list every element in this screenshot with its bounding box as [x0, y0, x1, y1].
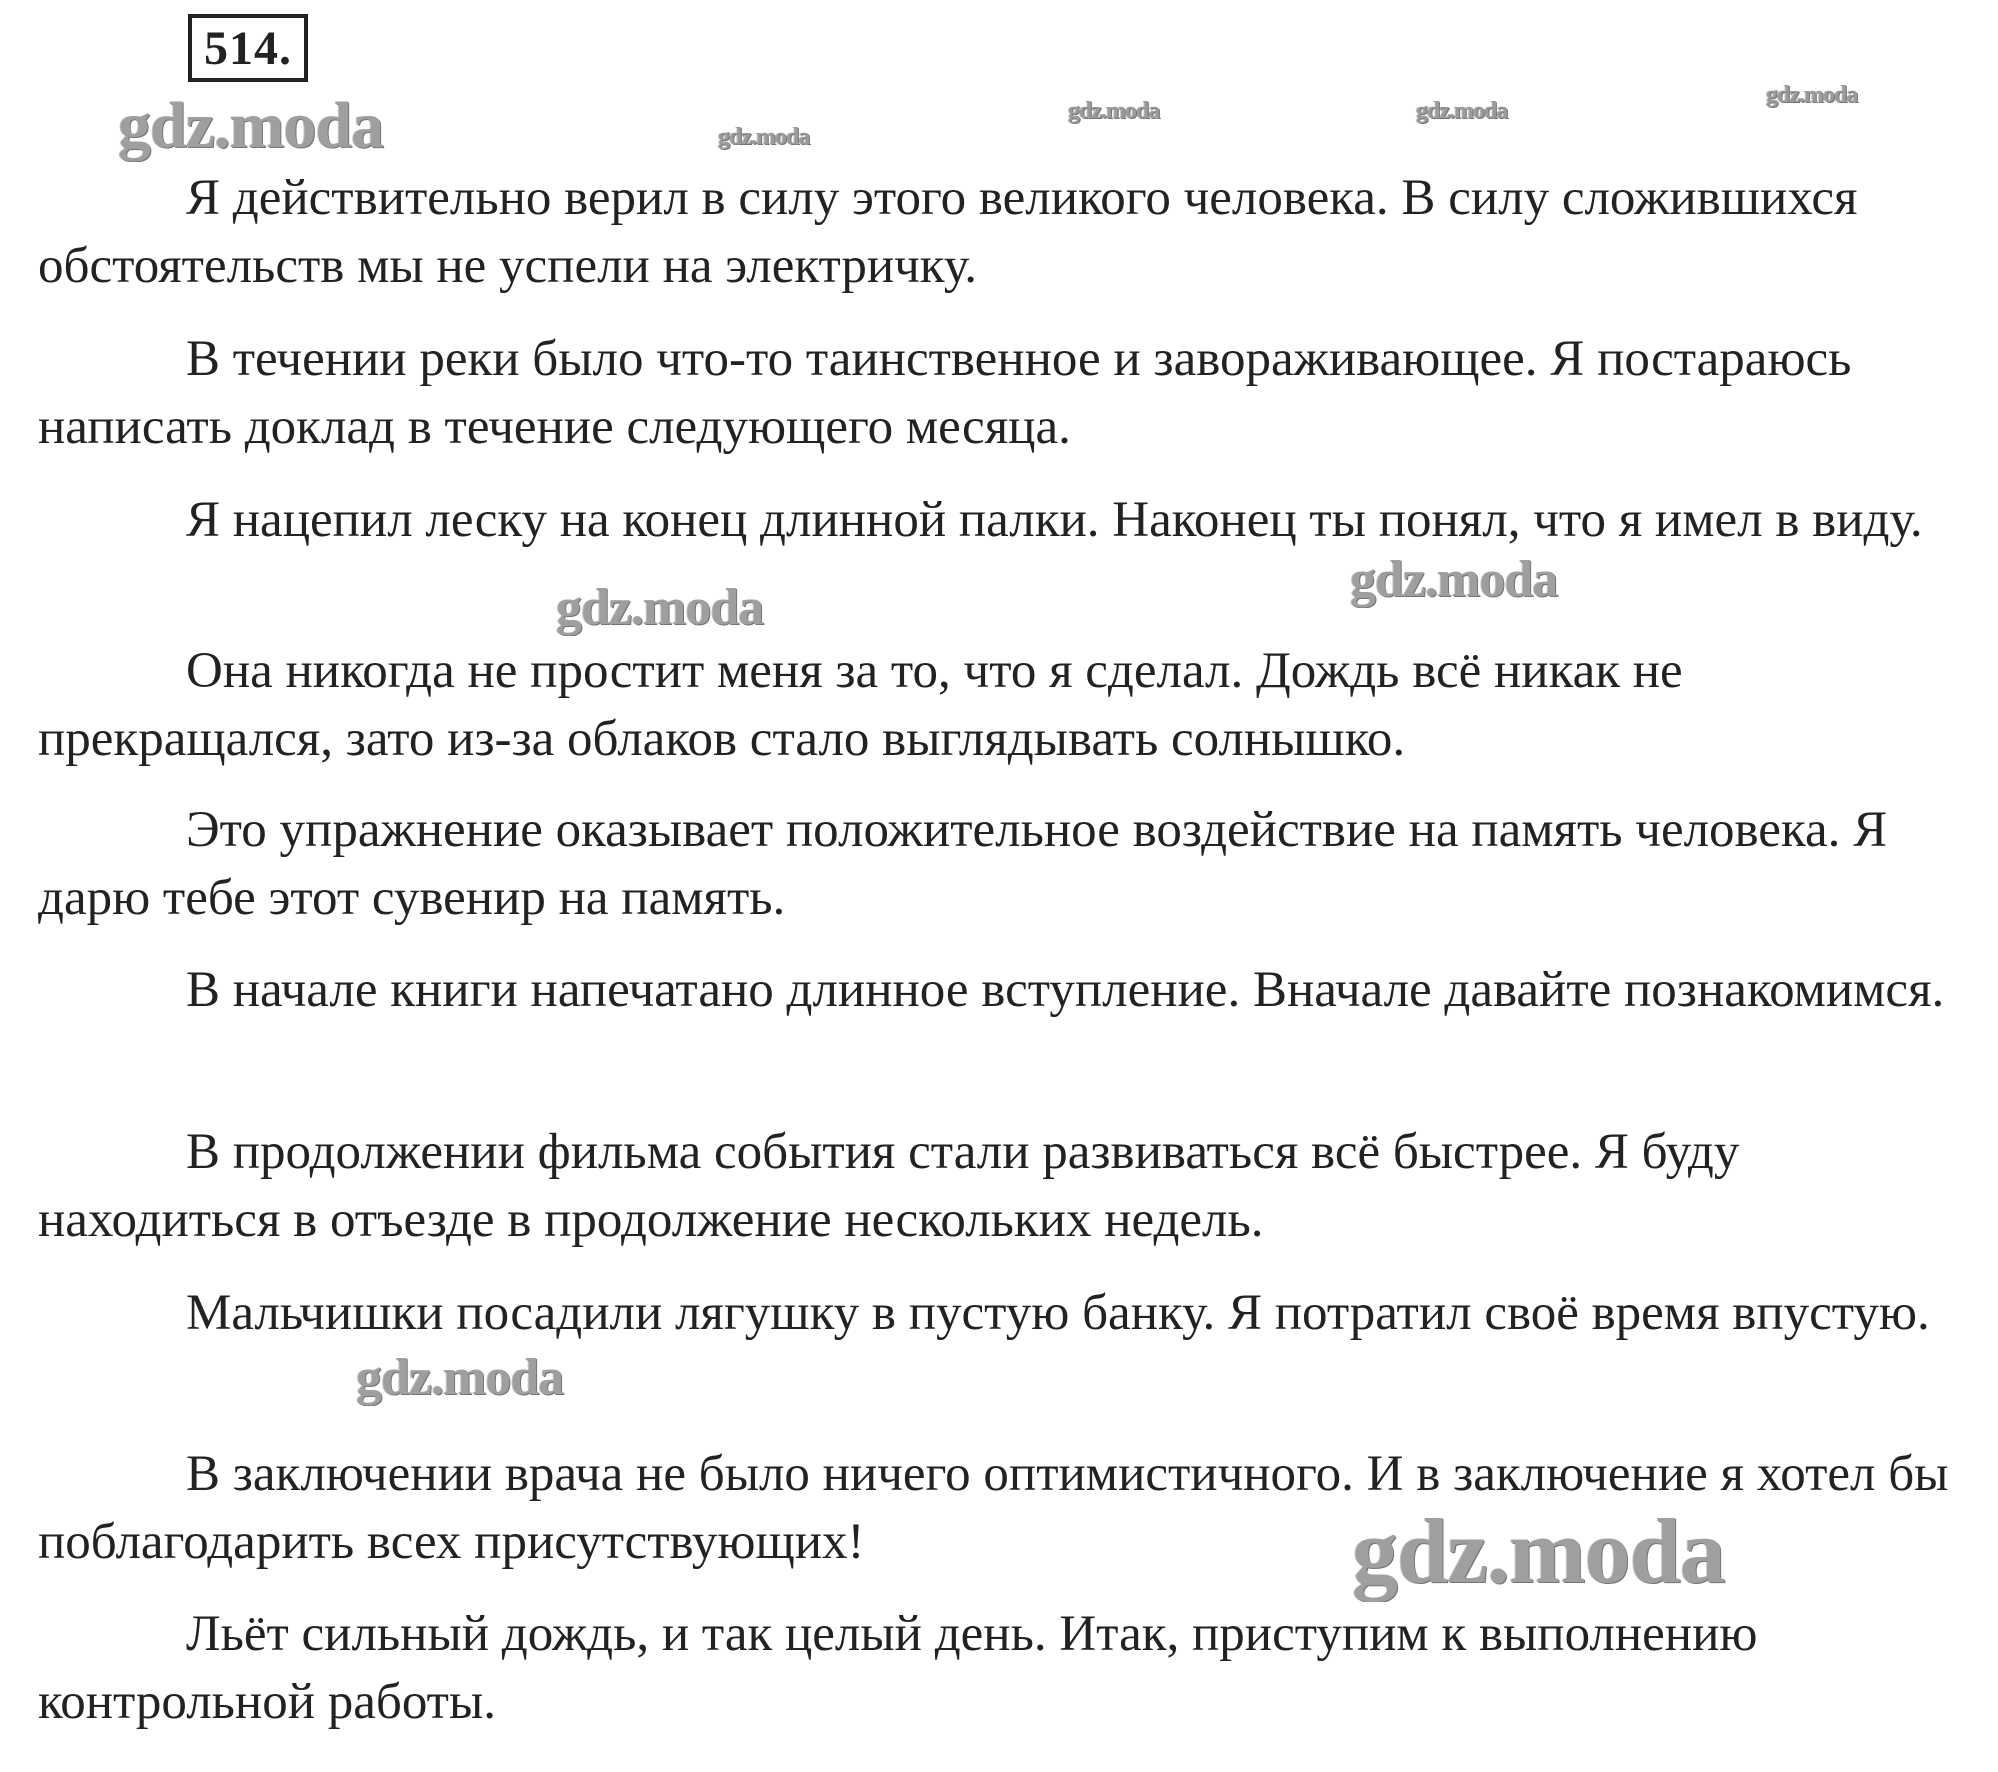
watermark: gdz.moda: [356, 1349, 564, 1406]
paragraph-3: Я нацепил леску на конец длинной палки. Наконец ты понял, что я имел в виду.: [186, 492, 1923, 548]
watermark: gdz.moda: [1416, 98, 1508, 124]
paragraph-1: Я действительно верил в силу этого великого человека. В силу сложившихся обстоятельств мы не успели на электричку.: [38, 170, 1858, 294]
paragraph-6: В начале книги напечатано длинное вступление. Вначале давайте познакомимся.: [186, 962, 1945, 1018]
watermark: gdz.moda: [118, 89, 384, 162]
watermark: gdz.moda: [1068, 98, 1160, 124]
paragraph-5: Это упражнение оказывает положительное воздействие на память человека. Я дарю тебе этот сувенир на память.: [38, 802, 1888, 926]
paragraph-7: В продолжении фильма события стали развиваться всё быстрее. Я буду находиться в отъезде в продолжение нескольких недель.: [38, 1124, 1740, 1248]
watermark: gdz.moda: [1350, 551, 1558, 608]
watermark: gdz.moda: [718, 124, 810, 150]
watermark: gdz.moda: [1352, 1500, 1725, 1602]
watermark: gdz.moda: [1766, 82, 1858, 108]
paragraph-9: В заключении врача не было ничего оптимистичного. И в заключение я хотел бы поблагодарить всех присутствующих!: [38, 1446, 1949, 1570]
paragraph-8: Мальчишки посадили лягушку в пустую банку. Я потратил своё время впустую.: [186, 1285, 1930, 1341]
watermark: gdz.moda: [556, 579, 764, 636]
paragraph-10: Льёт сильный дождь, и так целый день. Итак, приступим к выполнению контрольной работы.: [38, 1606, 1758, 1730]
exercise-number-box: 514.: [188, 14, 308, 82]
paragraph-2: В течении реки было что-то таинственное и завораживающее. Я постараюсь написать доклад в течение следующего месяца.: [38, 331, 1852, 455]
paragraph-4: Она никогда не простит меня за то, что я сделал. Дождь всё никак не прекращался, зато из-за облаков стало выглядывать солнышко.: [38, 643, 1683, 767]
